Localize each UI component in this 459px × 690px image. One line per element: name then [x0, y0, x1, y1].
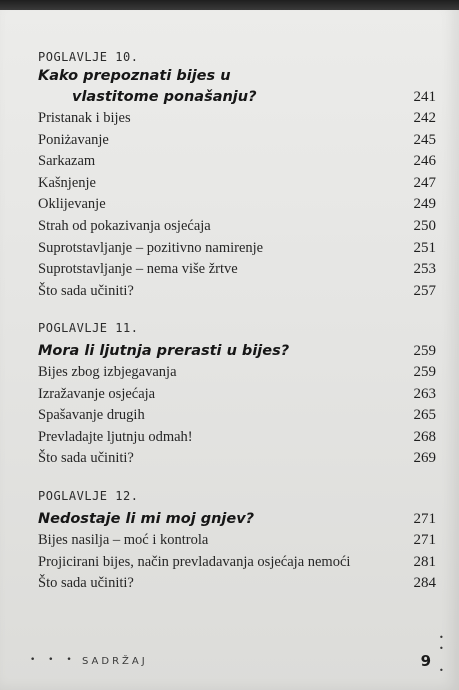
toc-entry-page: 268	[413, 428, 436, 445]
toc-entry-text: Poniżavanje	[38, 131, 109, 148]
toc-entry-text: Spašavanje drugih	[38, 407, 145, 424]
toc-entry-text: Što sada učiniti?	[38, 575, 134, 592]
footer-dots: • • •	[30, 655, 77, 665]
footer-page-number: 9	[420, 652, 431, 670]
toc-entry	[38, 384, 438, 406]
toc-entry-text: Oklijevanje	[38, 196, 106, 213]
toc-entry-page: 247	[413, 174, 436, 191]
toc-entry	[38, 448, 438, 470]
chapter-label: POGLAVLJE 11.	[38, 321, 139, 335]
toc-entry-page: 251	[413, 239, 436, 256]
toc-entry-page: 257	[413, 282, 436, 299]
chapter-title-line: Nedostaje li mi moj gnjev?	[38, 511, 255, 527]
toc-entry	[38, 427, 438, 449]
toc-entry-text: Bijes nasilja – moć i kontrola	[38, 532, 209, 548]
chapter-title-page: 271	[413, 511, 436, 527]
chapter-title-page: 241	[413, 89, 436, 105]
toc-entry	[38, 405, 438, 427]
chapter-title-line: Kako prepoznati bijes u	[38, 68, 231, 84]
toc-entry-text: Projicirani bijes, način prevladavanja osjećaja nemoći	[38, 553, 351, 570]
toc-entry	[38, 259, 438, 281]
toc-entry	[38, 130, 438, 152]
chapter-title	[38, 66, 438, 108]
footer-vertical-dots: • • •	[439, 633, 444, 675]
toc-entry-text: Što sada učiniti?	[38, 450, 134, 467]
toc-entry-page: 245	[413, 131, 436, 148]
toc-entry	[38, 151, 438, 173]
toc-entry-page: 281	[413, 553, 436, 570]
toc-entry-text: Strah od pokazivanja osjećaja	[38, 217, 211, 234]
toc-entry-page: 246	[413, 153, 436, 170]
toc-entry-text: Suprotstavljanje – pozitivno namirenje	[38, 239, 264, 256]
toc-entry-page: 259	[413, 364, 436, 380]
chapter-title-line: Mora li ljutnja prerasti u bijes?	[38, 343, 290, 359]
chapter-title-page: 259	[413, 343, 436, 359]
toc-entry-page: 269	[413, 450, 436, 467]
chapter-label: POGLAVLJE 12.	[38, 489, 139, 503]
footer-section-name: SADRŽAJ	[82, 656, 148, 667]
chapter-title	[38, 509, 438, 530]
toc-entry-text: Sarkazam	[38, 153, 96, 170]
toc-entry-page: 253	[413, 261, 436, 278]
chapter-title-line: vlastitome ponašanju?	[72, 89, 257, 105]
toc-entry	[38, 194, 438, 216]
chapter-label: POGLAVLJE 10.	[38, 50, 139, 64]
toc-entry-page: 249	[413, 196, 436, 213]
toc-entry	[38, 552, 438, 574]
page-footer	[30, 633, 445, 675]
toc-entry	[38, 281, 438, 303]
chapter-10	[38, 48, 438, 302]
toc-entry	[38, 173, 438, 195]
toc-entry-text: Kašnjenje	[38, 174, 96, 191]
chapter-12	[38, 487, 438, 595]
toc-entry-text: Bijes zbog izbjegavanja	[38, 364, 177, 380]
page-top-edge	[0, 0, 459, 10]
toc-entry-page: 284	[413, 575, 436, 592]
toc-entry	[38, 362, 438, 384]
toc-entry-text: Što sada učiniti?	[38, 282, 134, 299]
toc-entry-page: 242	[413, 110, 436, 126]
toc-entry-page: 263	[413, 385, 436, 402]
toc-entry-text: Pristanak i bijes	[38, 110, 131, 126]
toc-entry-page: 250	[413, 217, 436, 234]
toc-entry	[38, 530, 438, 552]
toc-entry-text: Prevladajte ljutnju odmah!	[38, 428, 193, 445]
chapter-title	[38, 341, 438, 362]
toc-entry-text: Izražavanje osjećaja	[38, 385, 156, 402]
toc-entry	[38, 108, 438, 130]
toc-entry-page: 271	[413, 532, 436, 548]
toc-entry-text: Suprotstavljanje – nema više žrtve	[38, 261, 238, 278]
toc-entry	[38, 238, 438, 260]
toc-entry	[38, 573, 438, 595]
toc-entry-page: 265	[413, 407, 436, 424]
toc-entry	[38, 216, 438, 238]
chapter-11	[38, 319, 438, 470]
